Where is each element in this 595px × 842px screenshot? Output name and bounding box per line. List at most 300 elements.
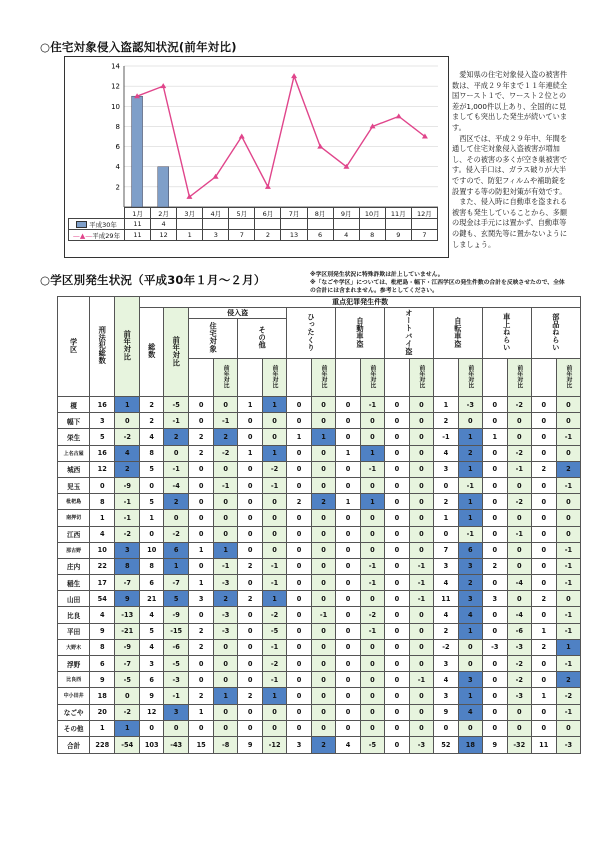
chart-value-s2: 1	[177, 230, 203, 241]
cell-count: 0	[287, 591, 312, 607]
cell-zennen: 0	[214, 494, 238, 510]
cell-count: 228	[90, 736, 115, 753]
legend-label-2: 平成29年	[92, 231, 121, 240]
cell-count: 2	[189, 688, 214, 704]
legend-label-1: 平成30年	[89, 220, 117, 229]
cell-zennen: 1	[458, 688, 482, 704]
cell-count: 9	[140, 688, 164, 704]
cell-zennen: -3	[409, 736, 433, 753]
cell-zennen: 0	[312, 591, 336, 607]
cell-count: 3	[433, 688, 458, 704]
cell-zennen: -2	[115, 526, 140, 542]
school-name: その他	[58, 720, 90, 736]
cell-count: 0	[287, 477, 312, 493]
cell-count: 0	[531, 494, 556, 510]
subheader-count	[433, 359, 458, 397]
cell-count: 8	[90, 639, 115, 655]
cell-count: 0	[384, 526, 409, 542]
cell-count: 103	[140, 736, 164, 753]
chart-category-label: 11月	[385, 208, 411, 219]
school-name: 栄生	[58, 429, 90, 445]
cell-count: -1	[433, 429, 458, 445]
subheader-zennen: 前年対比	[360, 359, 384, 397]
cell-count: 0	[238, 623, 263, 639]
line-point-7月	[291, 73, 297, 78]
chart-value-s2: 7	[229, 230, 255, 241]
cell-zennen: -2	[115, 429, 140, 445]
cell-count: 0	[336, 397, 361, 413]
cell-zennen: 0	[507, 510, 531, 526]
table-row	[58, 445, 581, 461]
cell-count: 0	[238, 656, 263, 672]
cell-count: 16	[90, 445, 115, 461]
cell-zennen: 0	[214, 526, 238, 542]
chart-value-s1: 4	[151, 219, 177, 230]
cell-count: 0	[336, 720, 361, 736]
subheader-zennen: 前年対比	[312, 359, 336, 397]
chart-value-s1	[411, 219, 437, 230]
cell-count: 10	[90, 542, 115, 558]
cell-count: 4	[336, 736, 361, 753]
chart-value-s1	[307, 219, 333, 230]
cell-count: 0	[287, 445, 312, 461]
cell-count: 2	[433, 623, 458, 639]
table-row	[58, 688, 581, 704]
cell-count: 1	[140, 510, 164, 526]
cell-zennen: 0	[360, 720, 384, 736]
cell-zennen: 1	[458, 429, 482, 445]
cell-zennen: 0	[409, 607, 433, 623]
cell-zennen: 0	[360, 688, 384, 704]
cell-count: 6	[140, 672, 164, 688]
cell-count: 9	[90, 623, 115, 639]
cell-count: 0	[384, 688, 409, 704]
cell-zennen: 4	[115, 445, 140, 461]
table-row	[58, 623, 581, 639]
subheader-count	[238, 359, 263, 397]
cell-count: 4	[140, 639, 164, 655]
cell-zennen: 0	[409, 397, 433, 413]
cell-count: 0	[336, 607, 361, 623]
cell-zennen: 0	[409, 639, 433, 655]
table-row	[58, 461, 581, 477]
cell-count: 0	[336, 558, 361, 574]
cell-count: 1	[238, 397, 263, 413]
cell-count: 0	[384, 736, 409, 753]
cell-zennen: -4	[164, 477, 189, 493]
cell-zennen: -2	[507, 494, 531, 510]
table-row	[58, 672, 581, 688]
cell-zennen: 1	[263, 591, 287, 607]
cell-zennen: -1	[164, 413, 189, 429]
cell-zennen: 0	[360, 477, 384, 493]
cell-count: 0	[531, 575, 556, 591]
table-row	[58, 477, 581, 493]
cell-zennen: 0	[115, 413, 140, 429]
cell-zennen: 0	[312, 623, 336, 639]
cell-count: 0	[482, 688, 507, 704]
cell-zennen: -1	[458, 526, 482, 542]
cell-zennen: -2	[263, 461, 287, 477]
y-tick-label: 2	[115, 183, 120, 192]
subheader-count	[189, 359, 214, 397]
cell-count: 0	[336, 429, 361, 445]
cell-count: 0	[384, 623, 409, 639]
chart-value-s2: 13	[281, 230, 307, 241]
subheader-count	[531, 359, 556, 397]
cell-count: 0	[90, 477, 115, 493]
cell-zennen: 0	[556, 526, 580, 542]
cell-zennen: 0	[458, 656, 482, 672]
cell-count: 0	[287, 639, 312, 655]
cell-zennen: -4	[507, 575, 531, 591]
cell-count: 0	[238, 413, 263, 429]
cell-count: 5	[90, 429, 115, 445]
school-name: 庄内	[58, 558, 90, 574]
cell-count: 1	[433, 510, 458, 526]
chart-category-label: 7月	[281, 208, 307, 219]
cell-zennen: 1	[115, 720, 140, 736]
cell-count: 0	[482, 623, 507, 639]
cell-count: 0	[384, 607, 409, 623]
cell-count: 8	[140, 558, 164, 574]
chart-value-s2: 8	[359, 230, 385, 241]
cell-zennen: 0	[507, 720, 531, 736]
cell-zennen: -1	[556, 704, 580, 720]
header-gakku: 学区	[58, 297, 90, 397]
cell-count: 2	[531, 591, 556, 607]
cell-zennen: 0	[556, 494, 580, 510]
cell-zennen: -1	[556, 429, 580, 445]
cell-count: 2	[531, 639, 556, 655]
cell-count: 17	[90, 575, 115, 591]
cell-zennen: 0	[263, 542, 287, 558]
cell-count: 0	[336, 639, 361, 655]
cell-zennen: -1	[360, 575, 384, 591]
cell-count: 4	[140, 429, 164, 445]
cell-zennen: 0	[360, 526, 384, 542]
cell-count: 0	[384, 477, 409, 493]
chart-category-label: 9月	[333, 208, 359, 219]
cell-zennen: -1	[115, 494, 140, 510]
cell-count: 54	[90, 591, 115, 607]
chart-category-label: 6月	[255, 208, 281, 219]
cell-count: 0	[531, 526, 556, 542]
cell-count: 0	[384, 494, 409, 510]
cell-zennen: 0	[507, 542, 531, 558]
cell-count: 20	[90, 704, 115, 720]
cell-zennen: 0	[409, 623, 433, 639]
cell-zennen: 1	[214, 542, 238, 558]
cell-zennen: 0	[360, 591, 384, 607]
cell-zennen: 0	[312, 477, 336, 493]
cell-count: 0	[531, 656, 556, 672]
header-keiho: 刑法犯総数	[90, 297, 115, 397]
cell-count: 0	[189, 461, 214, 477]
cell-zennen: -2	[556, 688, 580, 704]
school-name: 枇杷島	[58, 494, 90, 510]
cell-count: 3	[433, 558, 458, 574]
cell-zennen: -1	[458, 477, 482, 493]
chart-value-s1	[255, 219, 281, 230]
cell-zennen: 0	[214, 397, 238, 413]
cell-zennen: -2	[263, 656, 287, 672]
cell-zennen: -13	[115, 607, 140, 623]
cell-count: 0	[482, 445, 507, 461]
cell-count: 3	[90, 413, 115, 429]
cell-zennen: -5	[164, 656, 189, 672]
cell-count: 21	[140, 591, 164, 607]
cell-zennen: 0	[214, 510, 238, 526]
cell-count: 1	[531, 623, 556, 639]
cell-count: 0	[238, 542, 263, 558]
header-jidosha: 自動車盗	[336, 308, 385, 359]
cell-count: 0	[384, 558, 409, 574]
table-row	[58, 397, 581, 413]
cell-zennen: -1	[115, 510, 140, 526]
cell-zennen: 0	[556, 591, 580, 607]
cell-count: 2	[189, 429, 214, 445]
chart-value-s2: 6	[307, 230, 333, 241]
section-title-school-district: ○学区別発生状況（平成30年１月～２月）	[40, 273, 266, 287]
cell-zennen: 0	[556, 445, 580, 461]
cell-zennen: 0	[409, 429, 433, 445]
cell-count: 0	[531, 413, 556, 429]
y-tick-label: 12	[111, 82, 120, 91]
cell-count: 1	[189, 575, 214, 591]
cell-count: 2	[433, 413, 458, 429]
cell-count: 0	[384, 510, 409, 526]
cell-count: 3	[433, 656, 458, 672]
cell-count: 0	[482, 704, 507, 720]
cell-zennen: 5	[164, 591, 189, 607]
cell-count: 0	[189, 397, 214, 413]
cell-count: 4	[90, 526, 115, 542]
header-keiho-zennen: 前年対比	[115, 297, 140, 397]
cell-zennen: 0	[263, 704, 287, 720]
cell-zennen: -1	[360, 461, 384, 477]
cell-count: 12	[90, 461, 115, 477]
cell-count: 0	[531, 397, 556, 413]
cell-zennen: 0	[214, 461, 238, 477]
cell-zennen: -2	[507, 656, 531, 672]
cell-count: 1	[189, 542, 214, 558]
chart-value-s1	[281, 219, 307, 230]
table-row	[58, 607, 581, 623]
cell-count: 0	[189, 526, 214, 542]
cell-zennen: 0	[409, 688, 433, 704]
cell-zennen: -5	[360, 736, 384, 753]
cell-zennen: 0	[312, 575, 336, 591]
cell-count: 0	[384, 445, 409, 461]
cell-count: 0	[336, 477, 361, 493]
cell-zennen: 0	[409, 656, 433, 672]
cell-zennen: 3	[458, 591, 482, 607]
cell-zennen: 1	[458, 461, 482, 477]
header-autobai: オートバイ盗	[384, 308, 433, 359]
y-tick-label: 4	[115, 163, 120, 172]
cell-zennen: -1	[507, 461, 531, 477]
cell-zennen: -1	[556, 656, 580, 672]
cell-count: 0	[336, 542, 361, 558]
cell-count: 0	[189, 413, 214, 429]
cell-zennen: 0	[507, 558, 531, 574]
cell-zennen: -3	[214, 575, 238, 591]
cell-zennen: -54	[115, 736, 140, 753]
cell-count: 0	[482, 656, 507, 672]
cell-zennen: 0	[312, 445, 336, 461]
cell-count: 8	[90, 494, 115, 510]
cell-zennen: 0	[312, 672, 336, 688]
header-hittakuri: ひったくり	[287, 308, 336, 359]
cell-zennen: -7	[115, 575, 140, 591]
chart-value-s1	[229, 219, 255, 230]
cell-zennen: -1	[556, 477, 580, 493]
cell-zennen: 0	[214, 639, 238, 655]
cell-count: 0	[482, 575, 507, 591]
subheader-zennen: 前年対比	[507, 359, 531, 397]
cell-count: 0	[384, 639, 409, 655]
cell-count: 0	[384, 591, 409, 607]
cell-count: 0	[238, 461, 263, 477]
cell-zennen: 1	[214, 688, 238, 704]
cell-count: 9	[238, 736, 263, 753]
cell-count: 0	[287, 672, 312, 688]
cell-count: 1	[482, 429, 507, 445]
cell-zennen: 0	[556, 397, 580, 413]
line-point-6月	[265, 184, 271, 189]
cell-count: 0	[287, 575, 312, 591]
header-shinnyu: 侵入盗	[189, 308, 287, 319]
cell-count: 0	[531, 477, 556, 493]
cell-zennen: 8	[115, 558, 140, 574]
cell-count: 0	[482, 510, 507, 526]
cell-count: 0	[384, 413, 409, 429]
cell-zennen: 0	[360, 639, 384, 655]
cell-count: 1	[433, 397, 458, 413]
cell-count: 1	[336, 445, 361, 461]
cell-count: 52	[433, 736, 458, 753]
cell-zennen: 0	[409, 445, 433, 461]
section-title-burglary: ○住宅対象侵入盗認知状況(前年対比)	[40, 40, 237, 54]
cell-count: 0	[482, 397, 507, 413]
chart-value-s2: 4	[333, 230, 359, 241]
cell-zennen: 0	[263, 510, 287, 526]
cell-zennen: -2	[164, 526, 189, 542]
cell-zennen: -2	[214, 445, 238, 461]
header-sonota: その他	[238, 319, 287, 359]
chart-data-table	[68, 207, 438, 241]
cell-count: 2	[189, 639, 214, 655]
chart-category-label: 1月	[125, 208, 151, 219]
line-point-11月	[396, 113, 402, 118]
school-name: なごや	[58, 704, 90, 720]
table-row	[58, 542, 581, 558]
cell-count: 3	[287, 736, 312, 753]
chart-value-s1	[177, 219, 203, 230]
cell-count: 12	[140, 704, 164, 720]
cell-count: 9	[433, 704, 458, 720]
cell-zennen: 4	[458, 607, 482, 623]
cell-count: 0	[482, 607, 507, 623]
cell-zennen: 3	[164, 704, 189, 720]
cell-zennen: 2	[312, 494, 336, 510]
cell-zennen: -15	[164, 623, 189, 639]
chart-value-s2: 11	[125, 230, 151, 241]
cell-zennen: 1	[458, 623, 482, 639]
cell-count: 1	[90, 510, 115, 526]
cell-count: 0	[287, 510, 312, 526]
school-name: 平田	[58, 623, 90, 639]
cell-zennen: -1	[556, 558, 580, 574]
cell-count: 0	[238, 494, 263, 510]
cell-zennen: 0	[360, 429, 384, 445]
cell-zennen: 0	[312, 639, 336, 655]
cell-count: 0	[287, 526, 312, 542]
cell-count: 11	[433, 591, 458, 607]
cell-zennen: -3	[214, 623, 238, 639]
cell-zennen: 0	[556, 413, 580, 429]
school-name: 南押切	[58, 510, 90, 526]
cell-count: 0	[482, 477, 507, 493]
cell-count: 0	[189, 607, 214, 623]
cell-count: 0	[384, 575, 409, 591]
cell-zennen: 0	[312, 704, 336, 720]
cell-zennen: 0	[263, 413, 287, 429]
cell-zennen: -1	[556, 575, 580, 591]
cell-count: 0	[336, 688, 361, 704]
chart-category-label: 5月	[229, 208, 255, 219]
school-name: 比良	[58, 607, 90, 623]
subheader-count	[287, 359, 312, 397]
chart-category-label: 4月	[203, 208, 229, 219]
cell-count: 0	[482, 494, 507, 510]
cell-count: 3	[482, 591, 507, 607]
cell-count: 0	[482, 720, 507, 736]
cell-zennen: 0	[164, 720, 189, 736]
cell-zennen: 0	[214, 656, 238, 672]
school-name: 稲生	[58, 575, 90, 591]
table-row	[58, 558, 581, 574]
cell-count: 0	[384, 656, 409, 672]
cell-zennen: -3	[214, 607, 238, 623]
school-name: 江西	[58, 526, 90, 542]
cell-zennen: 2	[458, 445, 482, 461]
cell-count: 0	[433, 477, 458, 493]
cell-zennen: -1	[409, 575, 433, 591]
y-tick-label: 6	[115, 143, 120, 152]
cell-count: 0	[287, 542, 312, 558]
cell-count: 4	[433, 672, 458, 688]
cell-zennen: 0	[409, 510, 433, 526]
cell-count: 0	[531, 429, 556, 445]
cell-zennen: 0	[458, 639, 482, 655]
cell-count: 0	[336, 526, 361, 542]
table-row	[58, 591, 581, 607]
cell-zennen: 0	[360, 542, 384, 558]
cell-zennen: -1	[263, 575, 287, 591]
cell-zennen: 6	[164, 542, 189, 558]
cell-count: 0	[384, 461, 409, 477]
cell-zennen: 18	[458, 736, 482, 753]
cell-zennen: 0	[360, 672, 384, 688]
cell-count: 0	[482, 413, 507, 429]
cell-count: 3	[189, 591, 214, 607]
cell-count: 1	[189, 704, 214, 720]
cell-count: 0	[482, 542, 507, 558]
cell-count: -3	[482, 639, 507, 655]
cell-zennen: 0	[312, 461, 336, 477]
